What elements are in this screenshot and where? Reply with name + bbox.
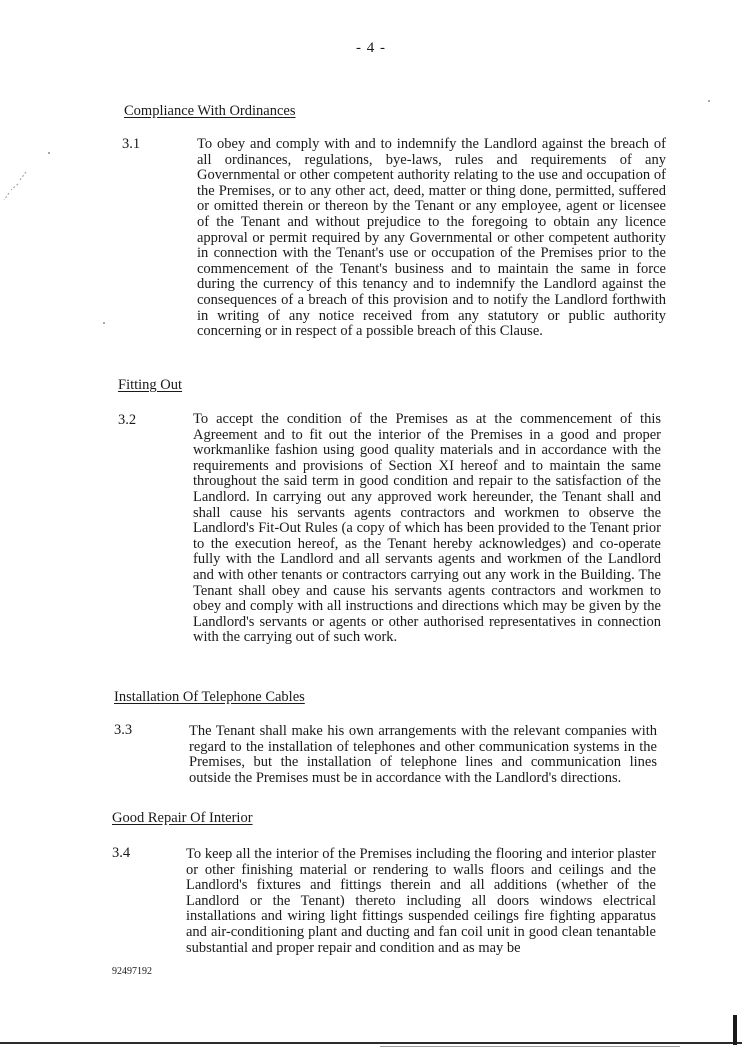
clause-number-3-4: 3.4 <box>112 845 131 861</box>
scan-bottom-edge-thin <box>380 1046 680 1047</box>
page-number: - 4 - <box>356 40 386 56</box>
clause-text-3-2: To accept the condition of the Premises as at the commencement of this Agreement and to fit out the interior of the Premises in a good and proper workmanlike fashion using good quality materials and in accordance with the requirements and provisions of Section XI hereof and to maintain the same throughout the said term in good condition and repair to the satisfaction of the Landlord. In carrying out any approved work hereunder, the Tenant shall and shall cause his servants agents contractors and workmen to observe the Landlord's Fit-Out Rules (a copy of which has been provided to the Tenant prior to the execution hereof, as the Tenant hereby acknowledges) and co-operate fully with the Landlord and all servants agents and workmen of the Landlord and with other tenants or contractors carrying out any work in the Building. The Tenant shall obey and cause his servants agents contractors and workmen to obey and comply with all instructions and directions which may be given by the Landlord's servants or agents or other authorised representatives in connection with the carrying out of such work. <box>193 411 661 646</box>
scan-speck <box>708 100 710 102</box>
clause-text-3-1: To obey and comply with and to indemnify the Landlord against the breach of all ordinances, regulations, bye-laws, rules and requirements of any Governmental or other competent authority relating to the use and occupation of the Premises, or to any other act, deed, matter or thing done, permitted, suffered or omitted therein or thereon by the Tenant or any employee, agent or licensee of the Tenant and without prejudice to the foregoing to obtain any licence approval or permit required by any Governmental or other competent authority in connection with the Tenant's use or occupation of the Premises prior to the commencement of the Tenant's business and to maintain the same in force during the currency of this tenancy and to indemnify the Landlord against the consequences of a breach of this provision and to notify the Landlord forthwith in writing of any notice received from any statutory or public authority concerning or in respect of a possible breach of this Clause. <box>197 136 666 340</box>
section-heading-telephone-cables: Installation Of Telephone Cables <box>114 689 305 705</box>
scan-margin-mark <box>2 170 28 202</box>
section-heading-fitting-out: Fitting Out <box>118 377 183 393</box>
scan-bottom-edge <box>0 1042 742 1044</box>
scan-speck <box>48 152 50 154</box>
clause-number-3-3: 3.3 <box>114 722 133 738</box>
section-heading-good-repair: Good Repair Of Interior <box>112 810 253 826</box>
scan-corner-mark <box>733 1015 737 1045</box>
scan-speck <box>103 322 105 324</box>
clause-text-3-3: The Tenant shall make his own arrangements with the relevant companies with regard to the installation of telephones and other communication systems in the Premises, but the installation of telephone lines and communication lines outside the Premises must be in accordance with the Landlord's directions. <box>189 723 657 786</box>
section-heading-compliance: Compliance With Ordinances <box>124 103 296 119</box>
document-reference: 92497192 <box>112 966 152 977</box>
clause-text-3-4: To keep all the interior of the Premises including the flooring and interior plaster or other finishing material or rendering to walls floors and ceilings and the Landlord's fixtures and fittings therein and all additions (whether of the Landlord or the Tenant) thereto including all doors windows electrical installations and wiring light fittings suspended ceilings fire fighting apparatus and air-conditioning plant and ducting and fan coil unit in good clean tenantable substantial and proper repair and condition and as may be <box>186 846 656 956</box>
clause-number-3-1: 3.1 <box>122 136 141 152</box>
clause-number-3-2: 3.2 <box>118 412 137 428</box>
